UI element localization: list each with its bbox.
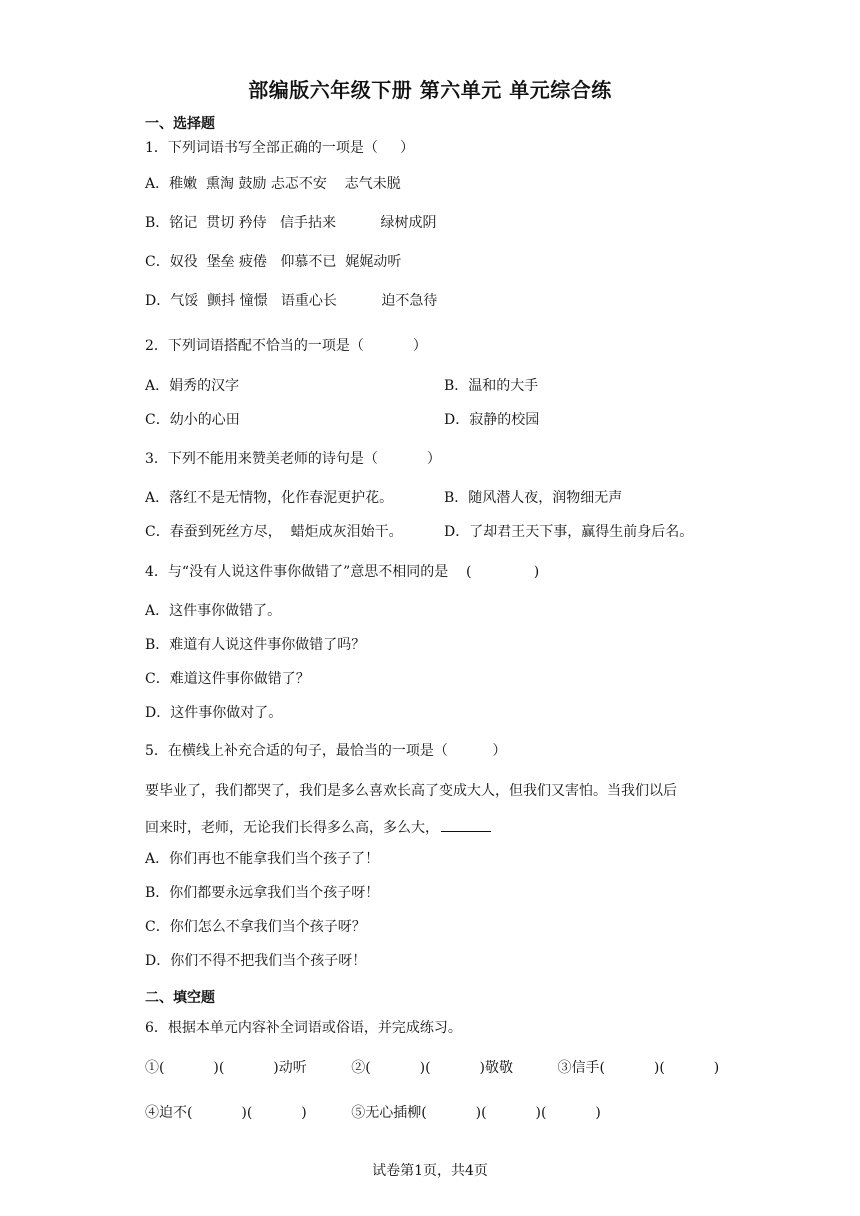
question-6-row-1: ①( )( )动听 ②( )( )敬敬 ③信手( )( ) bbox=[145, 1060, 720, 1076]
question-4-stem: 4．与“没有人说这件事你做错了”意思不相同的是 ( ) bbox=[145, 564, 540, 580]
question-1-option-a: A．稚嫩 熏淘 鼓励 忐忑不安 志气未脱 bbox=[145, 176, 401, 192]
question-5-option-a: A．你们再也不能拿我们当个孩子了！ bbox=[145, 851, 380, 867]
question-5-passage-line-2 bbox=[145, 817, 491, 838]
question-1-stem: 1．下列词语书写全部正确的一项是（ ） bbox=[145, 140, 415, 156]
section-heading-fill: 二、填空题 bbox=[145, 990, 215, 1006]
question-3-stem: 3．下列不能用来赞美老师的诗句是（ ） bbox=[145, 451, 441, 467]
question-4-option-a: A．这件事你做错了。 bbox=[145, 603, 282, 619]
question-2-option-c: C．幼小的心田 bbox=[145, 412, 240, 428]
question-6-stem: 6．根据本单元内容补全词语或俗语，并完成练习。 bbox=[145, 1020, 462, 1036]
question-6-row-2: ④迫不( )( ) ⑤无心插柳( )( )( ) bbox=[145, 1105, 601, 1121]
question-2-stem: 2．下列词语搭配不恰当的一项是（ ） bbox=[145, 338, 427, 354]
question-2-option-a: A．娟秀的汉字 bbox=[145, 378, 240, 394]
question-5-option-c: C．你们怎么不拿我们当个孩子呀？ bbox=[145, 919, 366, 935]
answer-blank[interactable] bbox=[441, 817, 491, 832]
question-5-option-b: B．你们都要永远拿我们当个孩子呀！ bbox=[145, 885, 380, 901]
question-2-option-d: D．寂静的校园 bbox=[444, 412, 540, 428]
question-3-option-d: D．了却君王天下事，赢得生前身后名。 bbox=[444, 524, 694, 540]
question-5-stem: 5．在横线上补充合适的句子，最恰当的一项是（ ） bbox=[145, 743, 507, 759]
question-1-option-d: D．气馁 颤抖 憧憬 语重心长 迫不急待 bbox=[145, 293, 438, 309]
question-4-option-b: B．难道有人说这件事你做错了吗？ bbox=[145, 637, 366, 653]
question-3-option-a: A．落红不是无情物，化作春泥更护花。 bbox=[145, 490, 394, 506]
question-3-option-b: B．随风潜人夜，润物细无声 bbox=[444, 490, 623, 506]
question-4-option-c: C．难道这件事你做错了？ bbox=[145, 671, 310, 687]
question-5-option-d: D．你们不得不把我们当个孩子呀！ bbox=[145, 953, 367, 969]
question-5-passage-line-1: 要毕业了，我们都哭了，我们是多么喜欢长高了变成大人，但我们又害怕。当我们以后 bbox=[145, 783, 677, 799]
question-1-option-c: C．奴役 堡垒 疲倦 仰慕不已 娓娓动听 bbox=[145, 254, 402, 270]
question-4-option-d: D．这件事你做对了。 bbox=[145, 705, 283, 721]
page-footer: 试卷第1页，共4页 bbox=[372, 1163, 488, 1179]
question-2-option-b: B．温和的大手 bbox=[444, 378, 539, 394]
question-1-option-b: B．铭记 贯切 矜侍 信手拈来 绿树成阴 bbox=[145, 215, 437, 231]
question-5-passage-text: 回来时，老师，无论我们长得多么高，多么大， bbox=[145, 820, 439, 836]
section-heading-choice: 一、选择题 bbox=[145, 116, 215, 132]
page-title: 部编版六年级下册 第六单元 单元综合练 bbox=[248, 78, 612, 102]
question-3-option-c: C．春蚕到死丝方尽， 蜡炬成灰泪始干。 bbox=[145, 524, 403, 540]
